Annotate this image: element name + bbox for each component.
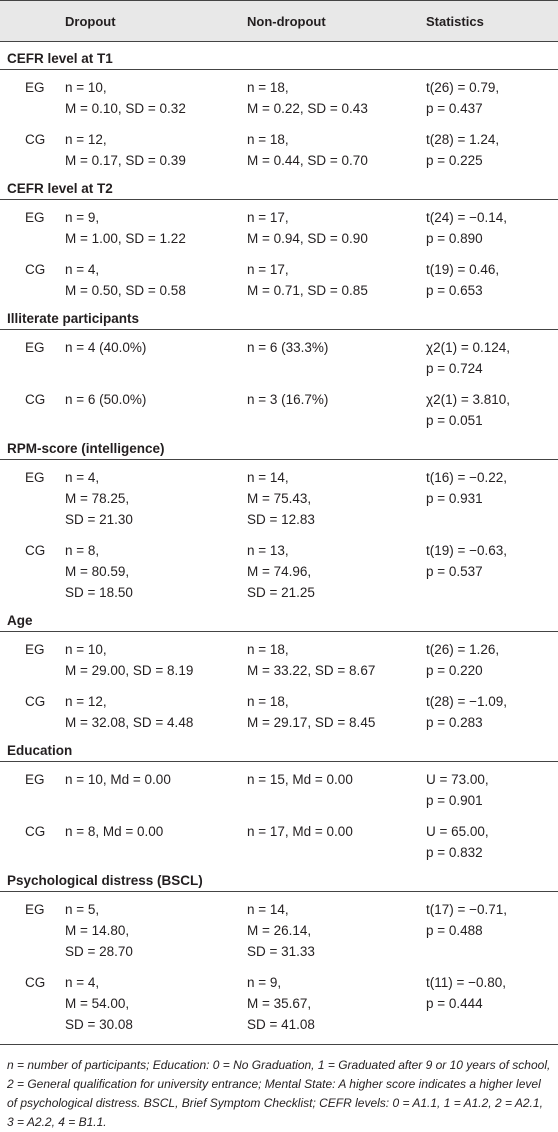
row-group-label: CG xyxy=(25,694,46,709)
cell-line: p = 0.488 xyxy=(426,923,483,938)
cell-line: M = 35.67, xyxy=(247,996,312,1011)
cell-line: M = 54.00, xyxy=(65,996,130,1011)
cell-line: p = 0.901 xyxy=(426,793,483,808)
cell-line: p = 0.051 xyxy=(426,413,483,428)
cell-statistics xyxy=(426,769,489,811)
cell-line: U = 73.00, xyxy=(426,772,489,787)
row-group-label: EG xyxy=(25,340,45,355)
cell-line: SD = 41.08 xyxy=(247,1017,315,1032)
section-title: Education xyxy=(7,743,73,758)
table-row xyxy=(0,691,558,733)
cell-line: p = 0.437 xyxy=(426,101,483,116)
table-row xyxy=(0,337,558,379)
cell-line: n = 14, xyxy=(247,470,289,485)
cell-non-dropout xyxy=(247,207,368,249)
cell-dropout xyxy=(65,769,171,790)
cell-line: n = 13, xyxy=(247,543,289,558)
row-group-label: EG xyxy=(25,470,45,485)
cell-line: M = 75.43, xyxy=(247,491,312,506)
cell-non-dropout xyxy=(247,389,328,410)
section-title: CEFR level at T2 xyxy=(7,181,113,196)
cell-non-dropout xyxy=(247,77,368,119)
cell-line: n = 4, xyxy=(65,262,100,277)
row-group-label: CG xyxy=(25,975,46,990)
cell-non-dropout xyxy=(247,972,315,1035)
table-row xyxy=(0,77,558,119)
cell-line: n = 10, Md = 0.00 xyxy=(65,772,171,787)
cell-statistics xyxy=(426,639,499,681)
row-group-label: EG xyxy=(25,642,45,657)
cell-line: M = 0.10, SD = 0.32 xyxy=(65,101,186,116)
cell-line: n = 18, xyxy=(247,642,289,657)
row-group-label: CG xyxy=(25,543,46,558)
cell-line: M = 29.17, SD = 8.45 xyxy=(247,715,376,730)
cell-non-dropout xyxy=(247,129,368,171)
cell-line: n = 12, xyxy=(65,132,107,147)
cell-non-dropout xyxy=(247,899,315,962)
cell-line: M = 1.00, SD = 1.22 xyxy=(65,231,186,246)
cell-line: n = 9, xyxy=(65,210,100,225)
cell-line: SD = 12.83 xyxy=(247,512,315,527)
table-row xyxy=(0,540,558,603)
cell-non-dropout xyxy=(247,769,353,790)
cell-non-dropout xyxy=(247,821,353,842)
cell-line: n = 18, xyxy=(247,80,289,95)
cell-line: n = 3 (16.7%) xyxy=(247,392,329,407)
cell-line: M = 14.80, xyxy=(65,923,130,938)
cell-line: n = 18, xyxy=(247,694,289,709)
cell-line: t(26) = 1.26, xyxy=(426,642,500,657)
cell-dropout xyxy=(65,639,193,681)
cell-non-dropout xyxy=(247,540,315,603)
cell-line: M = 78.25, xyxy=(65,491,130,506)
table-row xyxy=(0,389,558,431)
header-dropout: Dropout xyxy=(65,14,116,29)
cell-line: n = 18, xyxy=(247,132,289,147)
cell-statistics xyxy=(426,129,499,171)
row-group-label: CG xyxy=(25,824,46,839)
cell-line: n = 5, xyxy=(65,902,100,917)
table-header-row xyxy=(0,0,558,42)
cell-line: M = 0.22, SD = 0.43 xyxy=(247,101,368,116)
cell-line: p = 0.890 xyxy=(426,231,483,246)
section-header xyxy=(0,48,558,70)
cell-line: t(19) = −0.63, xyxy=(426,543,508,558)
cell-dropout xyxy=(65,540,133,603)
cell-line: n = 15, Md = 0.00 xyxy=(247,772,353,787)
cell-line: n = 4 (40.0%) xyxy=(65,340,147,355)
cell-line: n = 6 (33.3%) xyxy=(247,340,329,355)
cell-statistics xyxy=(426,899,507,941)
table-row xyxy=(0,639,558,681)
table-row xyxy=(0,207,558,249)
cell-statistics xyxy=(426,972,506,1014)
cell-line: t(16) = −0.22, xyxy=(426,470,508,485)
cell-dropout xyxy=(65,389,146,410)
cell-non-dropout xyxy=(247,259,368,301)
row-group-label: CG xyxy=(25,262,46,277)
cell-dropout xyxy=(65,691,193,733)
cell-dropout xyxy=(65,972,133,1035)
cell-line: M = 0.17, SD = 0.39 xyxy=(65,153,186,168)
cell-non-dropout xyxy=(247,691,375,733)
cell-line: SD = 28.70 xyxy=(65,944,133,959)
cell-dropout xyxy=(65,467,133,530)
table-row xyxy=(0,899,558,962)
cell-line: M = 80.59, xyxy=(65,564,130,579)
cell-line: p = 0.653 xyxy=(426,283,483,298)
cell-line: M = 74.96, xyxy=(247,564,312,579)
cell-line: M = 33.22, SD = 8.67 xyxy=(247,663,376,678)
section-header xyxy=(0,438,558,460)
row-group-label: EG xyxy=(25,80,45,95)
cell-line: M = 32.08, SD = 4.48 xyxy=(65,715,194,730)
cell-line: M = 29.00, SD = 8.19 xyxy=(65,663,194,678)
table-row xyxy=(0,259,558,301)
section-header xyxy=(0,178,558,200)
cell-line: p = 0.225 xyxy=(426,153,483,168)
cell-line: SD = 21.25 xyxy=(247,585,315,600)
table-footnote: n = number of participants; Education: 0 = No Graduation, 1 = Graduated after 9 or 10 years of school, 2 = General qualification for university entrance; Mental State: A higher score indicates a higher level of psychological distress. BSCL, Brief Symptom Checklist; CEFR levels: 0 = A1.1, 1 = A1.2, 2 = A2.1, 3 = A2.2, 4 = B1.1. xyxy=(7,1058,551,1129)
cell-line: n = 12, xyxy=(65,694,107,709)
cell-line: χ2(1) = 0.124, xyxy=(426,340,511,355)
row-group-label: EG xyxy=(25,772,45,787)
cell-line: M = 0.71, SD = 0.85 xyxy=(247,283,368,298)
cell-line: SD = 30.08 xyxy=(65,1017,133,1032)
cell-line: t(11) = −0.80, xyxy=(426,975,507,990)
cell-line: U = 65.00, xyxy=(426,824,489,839)
cell-line: M = 0.44, SD = 0.70 xyxy=(247,153,368,168)
cell-line: p = 0.283 xyxy=(426,715,483,730)
cell-line: n = 17, xyxy=(247,210,289,225)
cell-non-dropout xyxy=(247,639,375,681)
section-title: Psychological distress (BSCL) xyxy=(7,873,203,888)
cell-line: n = 10, xyxy=(65,642,107,657)
cell-dropout xyxy=(65,259,186,301)
cell-line: M = 0.50, SD = 0.58 xyxy=(65,283,186,298)
cell-line: t(24) = −0.14, xyxy=(426,210,508,225)
section-header xyxy=(0,610,558,632)
cell-dropout xyxy=(65,129,186,171)
row-group-label: EG xyxy=(25,210,45,225)
table-row xyxy=(0,129,558,171)
table-row xyxy=(0,972,558,1035)
cell-statistics xyxy=(426,540,507,582)
cell-statistics xyxy=(426,821,489,863)
section-title: Illiterate participants xyxy=(7,311,140,326)
cell-line: n = 4, xyxy=(65,975,100,990)
header-statistics: Statistics xyxy=(426,14,484,29)
cell-line: SD = 18.50 xyxy=(65,585,133,600)
cell-dropout xyxy=(65,207,186,249)
cell-line: n = 9, xyxy=(247,975,282,990)
cell-line: SD = 31.33 xyxy=(247,944,315,959)
section-title: RPM-score (intelligence) xyxy=(7,441,165,456)
cell-line: t(17) = −0.71, xyxy=(426,902,508,917)
cell-dropout xyxy=(65,821,163,842)
table-row xyxy=(0,821,558,863)
cell-line: t(28) = 1.24, xyxy=(426,132,500,147)
section-title: Age xyxy=(7,613,33,628)
section-header xyxy=(0,870,558,892)
cell-line: p = 0.220 xyxy=(426,663,483,678)
cell-non-dropout xyxy=(247,337,328,358)
cell-statistics xyxy=(426,207,507,249)
cell-dropout xyxy=(65,337,146,358)
cell-line: t(28) = −1.09, xyxy=(426,694,508,709)
cell-statistics xyxy=(426,389,510,431)
row-group-label: CG xyxy=(25,132,46,147)
cell-line: n = 6 (50.0%) xyxy=(65,392,147,407)
cell-statistics xyxy=(426,467,507,509)
cell-line: n = 17, Md = 0.00 xyxy=(247,824,353,839)
cell-line: t(26) = 0.79, xyxy=(426,80,500,95)
cell-statistics xyxy=(426,259,499,301)
cell-line: M = 26.14, xyxy=(247,923,312,938)
cell-non-dropout xyxy=(247,467,315,530)
cell-line: p = 0.832 xyxy=(426,845,483,860)
row-group-label: CG xyxy=(25,392,46,407)
cell-statistics xyxy=(426,337,510,379)
cell-dropout xyxy=(65,899,133,962)
cell-line: n = 10, xyxy=(65,80,107,95)
section-title: CEFR level at T1 xyxy=(7,51,113,66)
cell-line: n = 14, xyxy=(247,902,289,917)
cell-line: p = 0.931 xyxy=(426,491,483,506)
cell-line: p = 0.724 xyxy=(426,361,483,376)
cell-line: n = 8, Md = 0.00 xyxy=(65,824,164,839)
cell-line: n = 17, xyxy=(247,262,289,277)
cell-line: M = 0.94, SD = 0.90 xyxy=(247,231,368,246)
cell-line: SD = 21.30 xyxy=(65,512,133,527)
header-non-dropout: Non-dropout xyxy=(247,14,326,29)
table-bottom-rule xyxy=(0,1044,558,1045)
cell-line: n = 8, xyxy=(65,543,100,558)
cell-line: n = 4, xyxy=(65,470,100,485)
table-row xyxy=(0,467,558,530)
section-header xyxy=(0,740,558,762)
table-row xyxy=(0,769,558,811)
cell-line: p = 0.537 xyxy=(426,564,483,579)
row-group-label: EG xyxy=(25,902,45,917)
section-header xyxy=(0,308,558,330)
cell-statistics xyxy=(426,691,507,733)
cell-line: χ2(1) = 3.810, xyxy=(426,392,511,407)
cell-line: p = 0.444 xyxy=(426,996,483,1011)
cell-dropout xyxy=(65,77,186,119)
cell-statistics xyxy=(426,77,499,119)
cell-line: t(19) = 0.46, xyxy=(426,262,500,277)
